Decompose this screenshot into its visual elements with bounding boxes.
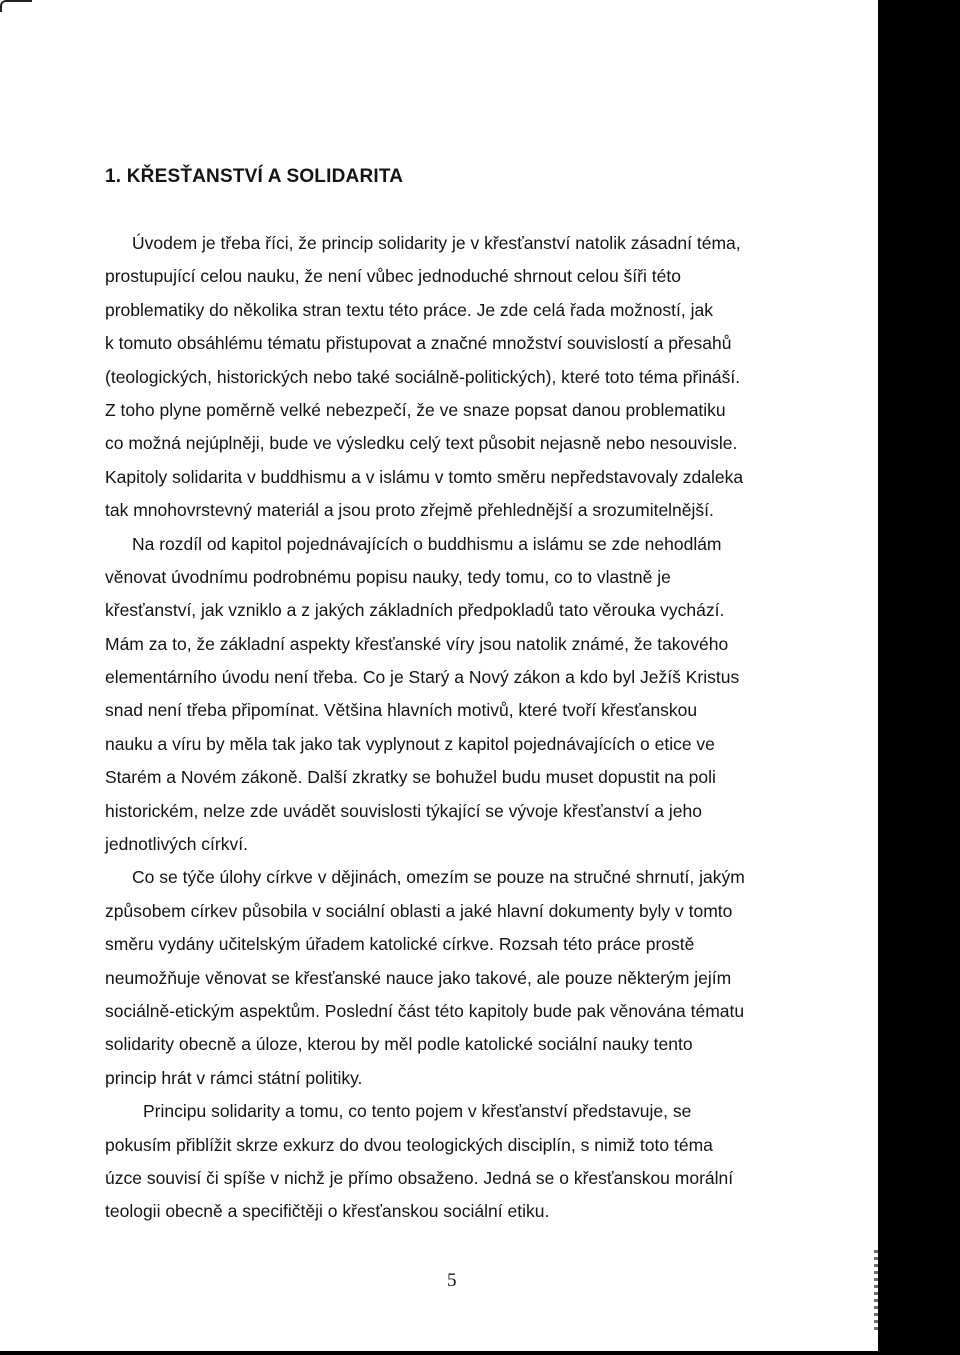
text-line: pokusím přiblížit skrze exkurz do dvou teologických disciplín, s nimiž toto téma bbox=[105, 1134, 713, 1155]
text-line: Mám za to, že základní aspekty křesťanské víry jsou natolik známé, že takového bbox=[105, 633, 729, 654]
text-line: teologii obecně a specifičtěji o křesťanskou sociální etiku. bbox=[105, 1201, 550, 1222]
text-line: způsobem církev působila v sociální oblasti a jaké hlavní dokumenty byly v tomto bbox=[105, 900, 733, 921]
text-line: tak mnohovrstevný materiál a jsou proto zřejmě přehlednější a srozumitelnější. bbox=[105, 500, 714, 521]
text-line: Úvodem je třeba říci, že princip solidarity je v křesťanství natolik zásadní téma, bbox=[132, 233, 741, 253]
chapter-heading: 1. KŘESŤANSTVÍ A SOLIDARITA bbox=[105, 166, 404, 187]
text-line: sociálně-etickým aspektům. Poslední část této kapitoly bude pak věnována tématu bbox=[105, 1000, 745, 1021]
text-line: nauku a víru by měla tak jako tak vyplynout z kapitol pojednávajících o etice ve bbox=[105, 733, 715, 754]
text-line: solidarity obecně a úloze, kterou by měl podle katolické sociální nauky tento bbox=[105, 1034, 693, 1055]
text-line: Co se týče úlohy církve v dějinách, omezím se pouze na stručné shrnutí, jakým bbox=[132, 867, 745, 888]
text-line: prostupující celou nauku, že není vůbec jednoduché shrnout celou šíři této bbox=[105, 266, 681, 287]
text-line: směru vydány učitelským úřadem katolické církve. Rozsah této práce prostě bbox=[105, 934, 695, 955]
text-line: křesťanství, jak vzniklo a z jakých základních předpokladů tato věrouka vychází. bbox=[105, 600, 725, 621]
text-line: jednotlivých církví. bbox=[105, 834, 248, 855]
text-line: co možná nejúplněji, bude ve výsledku celý text působit nejasně nebo nesouvisle. bbox=[105, 433, 738, 454]
text-line: Principu solidarity a tomu, co tento pojem v křesťanství představuje, se bbox=[143, 1101, 692, 1122]
scan-edge-artifact bbox=[874, 1250, 878, 1330]
text-line: elementárního úvodu není třeba. Co je Starý a Nový zákon a kdo byl Ježíš Kristus bbox=[105, 667, 740, 688]
text-line: historickém, nelze zde uvádět souvislosti týkající se vývoje křesťanství a jeho bbox=[105, 800, 702, 821]
text-line: Kapitoly solidarita v buddhismu a v islámu v tomto směru nepředstavovaly zdaleka bbox=[105, 466, 744, 487]
text-line: Starém a Novém zákoně. Další zkratky se bohužel budu muset dopustit na poli bbox=[105, 767, 716, 788]
text-line: věnovat úvodnímu podrobnému popisu nauky, tedy tomu, co to vlastně je bbox=[105, 566, 671, 587]
scan-corner-mark bbox=[0, 0, 32, 12]
text-line: snad není třeba připomínat. Většina hlavních motivů, které tvoří křesťanskou bbox=[105, 700, 698, 721]
text-line: problematiky do několika stran textu této práce. Je zde celá řada možností, jak bbox=[105, 299, 713, 320]
text-line: k tomuto obsáhlému tématu přistupovat a značné množství souvislostí a přesahů bbox=[105, 333, 732, 354]
scan-edge-bottom bbox=[0, 1351, 960, 1355]
body-text bbox=[105, 227, 795, 1229]
text-line: úzce souvisí či spíše v nichž je přímo obsaženo. Jedná se o křesťanskou morální bbox=[105, 1167, 734, 1188]
text-line: Na rozdíl od kapitol pojednávajících o buddhismu a islámu se zde nehodlám bbox=[132, 533, 722, 554]
page-number: 5 bbox=[447, 1270, 457, 1291]
scan-edge-right bbox=[878, 0, 960, 1355]
text-line: neumožňuje věnovat se křesťanské nauce jako takové, ale pouze některým jejím bbox=[105, 967, 732, 988]
text-line: Z toho plyne poměrně velké nebezpečí, že ve snaze popsat danou problematiku bbox=[105, 399, 726, 420]
text-line: princip hrát v rámci státní politiky. bbox=[105, 1067, 363, 1088]
text-line: (teologických, historických nebo také sociálně-politických), které toto téma přináší. bbox=[105, 366, 741, 387]
